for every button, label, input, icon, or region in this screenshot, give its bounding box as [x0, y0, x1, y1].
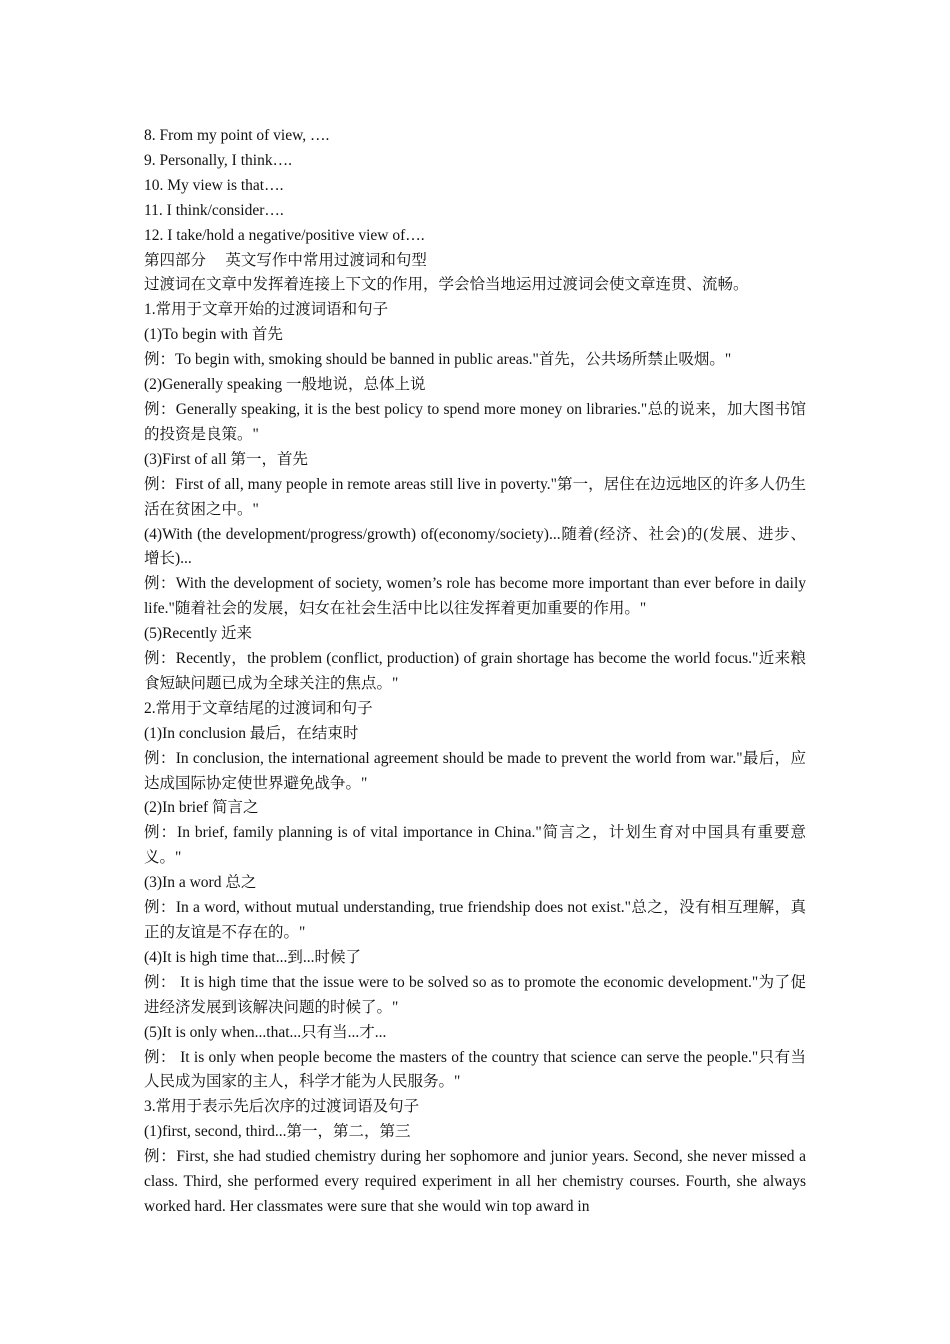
example-paragraph: 例：In a word, without mutual understanding, true friendship does not exist."总之，没有相互理解，真正的友谊是不存在的。" [144, 899, 806, 941]
phrase-heading: (1)In conclusion 最后，在结束时 [144, 724, 359, 742]
document-body [144, 124, 806, 1220]
phrase-heading: (5)Recently 近来 [144, 625, 253, 643]
intro-paragraph: 过渡词在文章中发挥着连接上下文的作用，学会恰当地运用过渡词会使文章连贯、流畅。 [144, 276, 749, 294]
example-paragraph: 例：In conclusion, the international agreement should be made to prevent the world from war."最后，应达成国际协定使世界避免战争。" [144, 749, 806, 792]
section-heading: 第四部分 英文写作中常用过渡词和句型 [144, 251, 427, 269]
phrase-heading: (4)It is high time that...到...时候了 [144, 948, 361, 966]
phrase-heading: (4)With (the development/progress/growth) of(economy/society)...随着(经济、社会)的(发展、进步、增长)... [144, 525, 806, 568]
phrase-heading: (1)first, second, third...第一，第二，第三 [144, 1123, 411, 1141]
list-item: 12. I take/hold a negative/positive view of…. [144, 226, 425, 244]
example-paragraph: 例：Recently，the problem (conflict, production) of grain shortage has become the world focus."近来粮食短缺问题已成为全球关注的焦点。" [144, 650, 806, 692]
subsection-heading: 3.常用于表示先后次序的过渡词语及句子 [144, 1098, 420, 1116]
list-item: 8. From my point of view, …. [144, 127, 330, 144]
phrase-heading: (2)In brief 简言之 [144, 799, 259, 817]
example-paragraph: 例：In brief, family planning is of vital importance in China."简言之，计划生育对中国具有重要意义。" [144, 824, 806, 867]
phrase-heading: (3)In a word 总之 [144, 874, 257, 892]
phrase-heading: (5)It is only when...that...只有当...才... [144, 1023, 387, 1041]
list-item: 11. I think/consider…. [144, 201, 284, 219]
subsection-heading: 1.常用于文章开始的过渡词语和句子 [144, 301, 389, 319]
example-paragraph: 例：To begin with, smoking should be banned in public areas."首先，公共场所禁止吸烟。" [144, 351, 732, 369]
phrase-heading: (2)Generally speaking 一般地说，总体上说 [144, 376, 426, 394]
example-paragraph: 例： It is high time that the issue were to be solved so as to promote the economic development."为了促进经济发展到该解决问题的时候了。" [144, 973, 806, 1016]
phrase-heading: (3)First of all 第一，首先 [144, 450, 309, 468]
subsection-heading: 2.常用于文章结尾的过渡词和句子 [144, 699, 373, 717]
example-paragraph: 例：With the development of society, women’s role has become more important than ever before in daily life."随着社会的发展，妇女在社会生活中比以往发挥着更加重要的作用。" [144, 575, 806, 618]
example-paragraph: 例： It is only when people become the masters of the country that science can serve the people."只有当人民成为国家的主人，科学才能为人民服务。" [144, 1048, 806, 1091]
list-item: 9. Personally, I think…. [144, 151, 292, 169]
example-paragraph: 例：First of all, many people in remote areas still live in poverty."第一，居住在边远地区的许多人仍生活在贫困之中。" [144, 475, 806, 518]
example-paragraph: 例：Generally speaking, it is the best policy to spend more money on libraries."总的说来，加大图书馆的投资是良策。" [144, 400, 806, 443]
list-item: 10. My view is that…. [144, 176, 284, 194]
phrase-heading: (1)To begin with 首先 [144, 326, 283, 344]
example-paragraph: 例：First, she had studied chemistry during her sophomore and junior years. Second, she never missed a class. Third, she performed every required experiment in all her chemistry courses. Fourth, she always worked hard. Her classmates were sure that she would win top award in [144, 1148, 806, 1215]
